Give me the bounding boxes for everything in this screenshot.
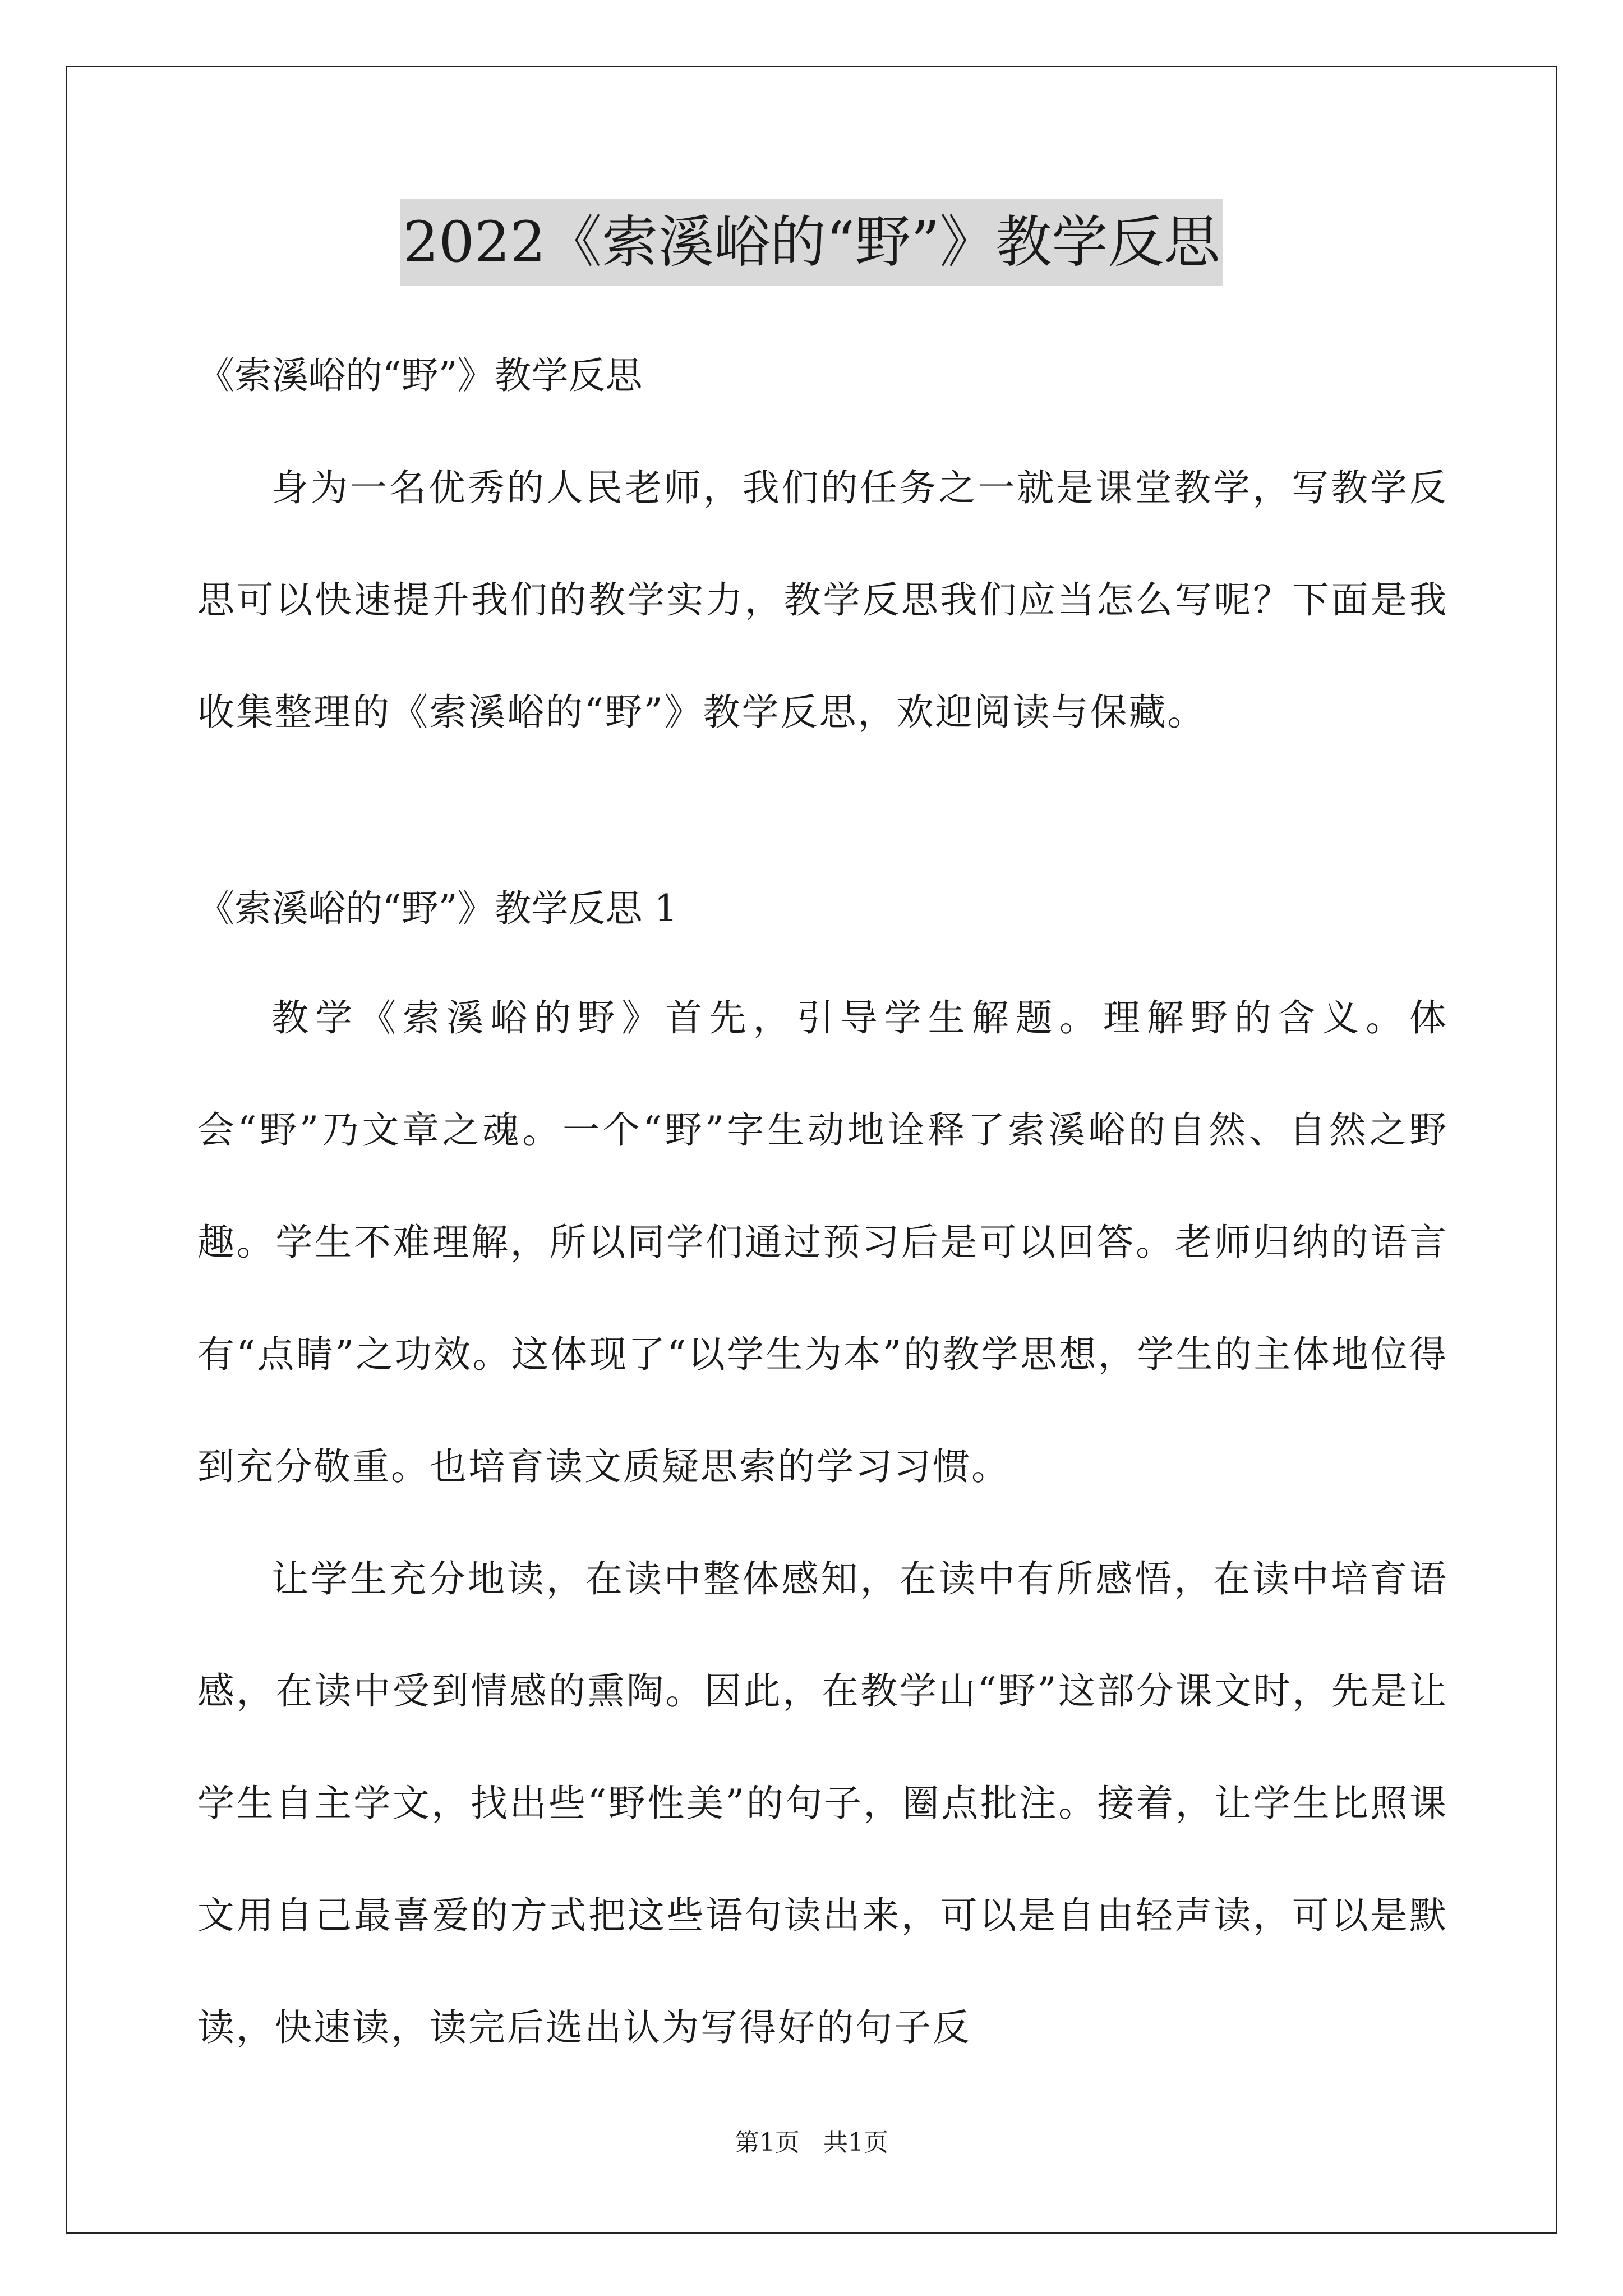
title-text: 2022《索溪峪的“野”》教学反思 <box>400 199 1224 286</box>
document-title <box>0 199 1623 286</box>
body-paragraph-2: 让学生充分地读，在读中整体感知，在读中有所感悟，在读中培育语感，在读中受到情感的熏陶。因此，在教学山“野”这部分课文时，先是让学生自主学文，找出些“野性美”的句子，圈点批注。接着，让学生比照课文用自己最喜爱的方式把这些语句读出来，可以是自由轻声读，可以是默读，快速读，读完后选出认为写得好的句子反 <box>197 1557 1448 2049</box>
page-footer: 第1页 共1页 <box>735 2128 888 2157</box>
document-subtitle: 《索溪峪的“野”》教学反思 <box>197 354 643 397</box>
section-heading: 《索溪峪的“野”》教学反思 1 <box>197 887 678 930</box>
intro-paragraph: 身为一名优秀的人民老师，我们的任务之一就是课堂教学，写教学反思可以快速提升我们的教学实力，教学反思我们应当怎么写呢？下面是我收集整理的《索溪峪的“野”》教学反思，欢迎阅读与保藏。 <box>197 466 1448 734</box>
body-paragraph-1: 教学《索溪峪的野》首先，引导学生解题。理解野的含义。体会“野”乃文章之魂。一个“野”字生动地诠释了索溪峪的自然、自然之野趣。学生不难理解，所以同学们通过预习后是可以回答。老师归纳的语言有“点睛”之功效。这体现了“以学生为本”的教学思想，学生的主体地位得到充分敬重。也培育读文质疑思索的学习习惯。 <box>197 996 1448 1488</box>
